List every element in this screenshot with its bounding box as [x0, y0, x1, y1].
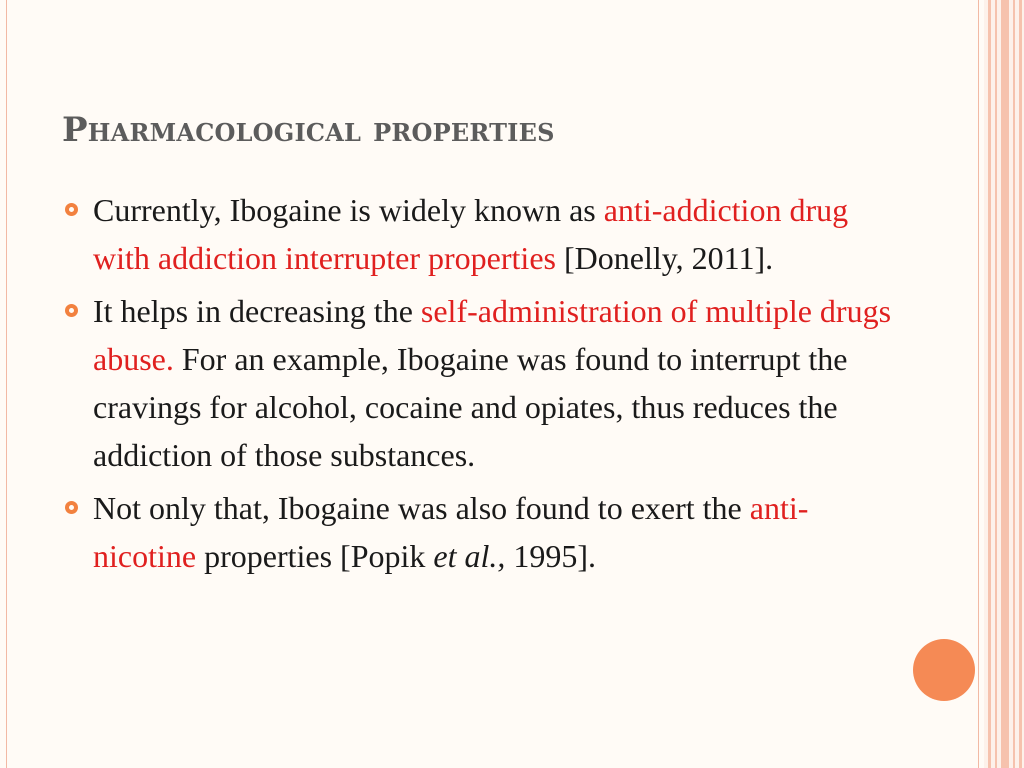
decorative-circle — [913, 639, 975, 701]
highlighted-text: self-administration of multiple drugs abuse. — [93, 293, 892, 377]
bullet-text: 1995]. — [505, 538, 597, 574]
bullet-text: [Donelly, 2011]. — [555, 240, 774, 276]
bullet-item — [62, 287, 902, 479]
bullet-text: Currently, Ibogaine is widely known as — [93, 192, 604, 228]
bullet-text: Not only that, Ibogaine was also found to exert the — [93, 490, 750, 526]
stripe — [1001, 0, 1009, 768]
italic-text: et al., — [433, 538, 506, 574]
bullet-text: For an example, Ibogaine was found to interrupt the cravings for alcohol, cocaine and opiates, thus reduces the addiction of those substances. — [93, 341, 848, 473]
bullet-list — [62, 186, 902, 585]
bullet-item — [62, 484, 902, 580]
frame-line-right — [978, 0, 979, 768]
stripe — [1019, 0, 1022, 768]
decorative-stripes — [984, 0, 1024, 768]
frame-line-left — [6, 0, 7, 768]
bullet-text: It helps in decreasing the — [93, 293, 421, 329]
slide-title: Pharmacological properties — [62, 110, 555, 150]
ring-bullet-icon — [65, 304, 78, 317]
highlighted-text: anti-addiction drug with addiction interrupter properties — [93, 192, 849, 276]
ring-bullet-icon — [65, 501, 78, 514]
highlighted-text: anti-nicotine — [93, 490, 809, 574]
bullet-item — [62, 186, 902, 282]
bullet-text: properties [Popik — [196, 538, 434, 574]
stripe — [995, 0, 997, 768]
stripe — [988, 0, 991, 768]
stripe — [1013, 0, 1015, 768]
ring-bullet-icon — [65, 203, 78, 216]
